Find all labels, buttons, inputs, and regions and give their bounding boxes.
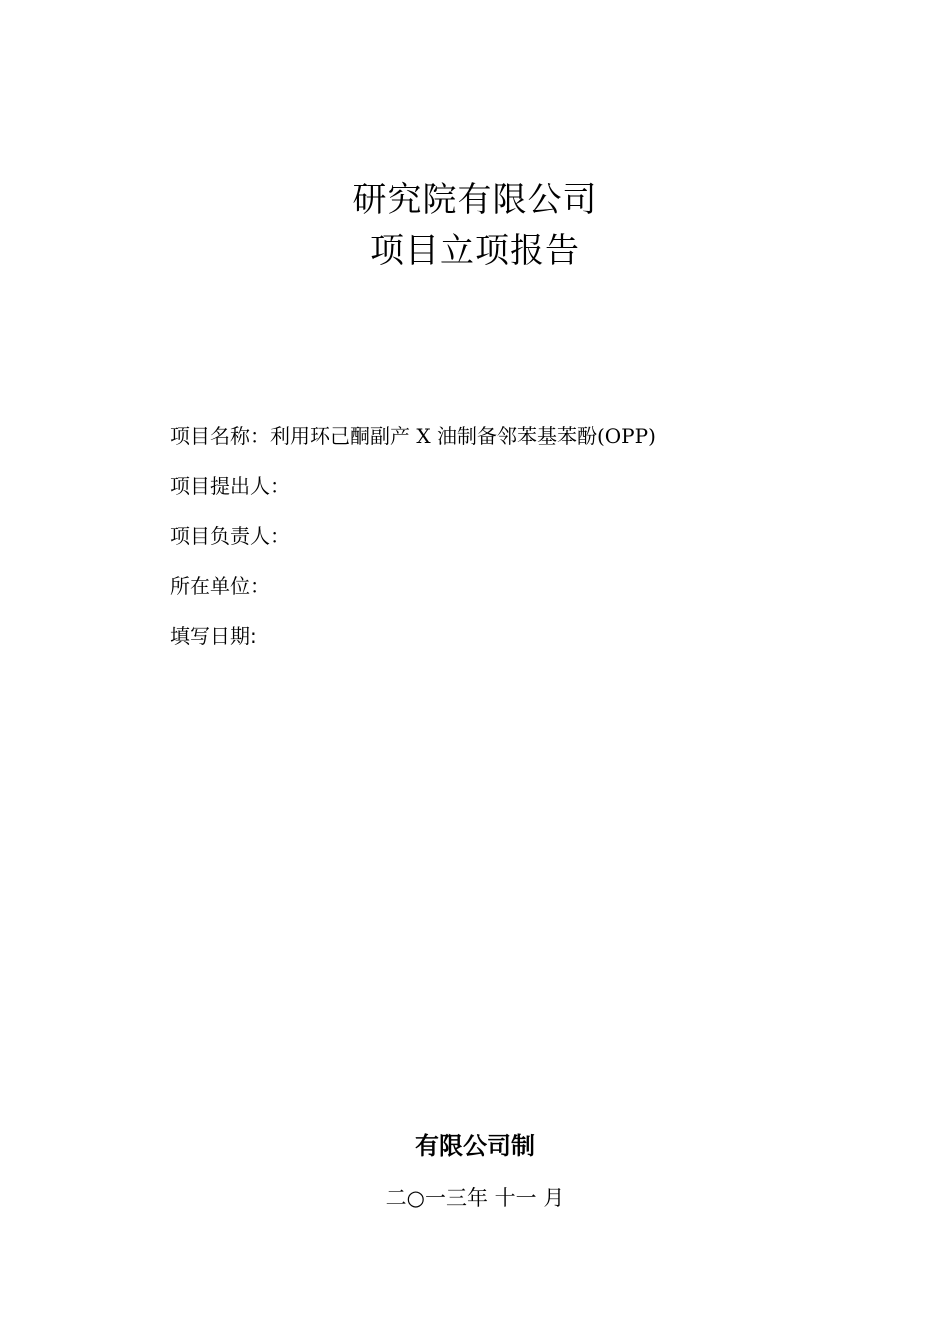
field-unit	[170, 570, 870, 620]
field-proposer-label: 项目提出人：	[170, 474, 290, 498]
project-info-fields	[170, 420, 870, 670]
field-leader	[170, 520, 870, 570]
field-leader-label: 项目负责人：	[170, 524, 290, 548]
field-date	[170, 620, 870, 670]
footer-company-name: 有限公司制	[415, 1132, 535, 1160]
field-unit-label: 所在单位：	[170, 574, 270, 598]
field-project-name	[170, 420, 870, 470]
field-proposer	[170, 470, 870, 520]
field-project-name-label: 项目名称：	[170, 424, 270, 448]
document-title-org: 研究院有限公司	[352, 180, 598, 220]
field-project-name-value: 利用环己酮副产 X 油制备邻苯基苯酚(OPP)	[270, 424, 656, 448]
document-title-report: 项目立项报告	[370, 231, 580, 271]
footer-date: 二○一三年 十一 月	[385, 1186, 565, 1210]
field-date-label: 填写日期:	[170, 624, 257, 648]
